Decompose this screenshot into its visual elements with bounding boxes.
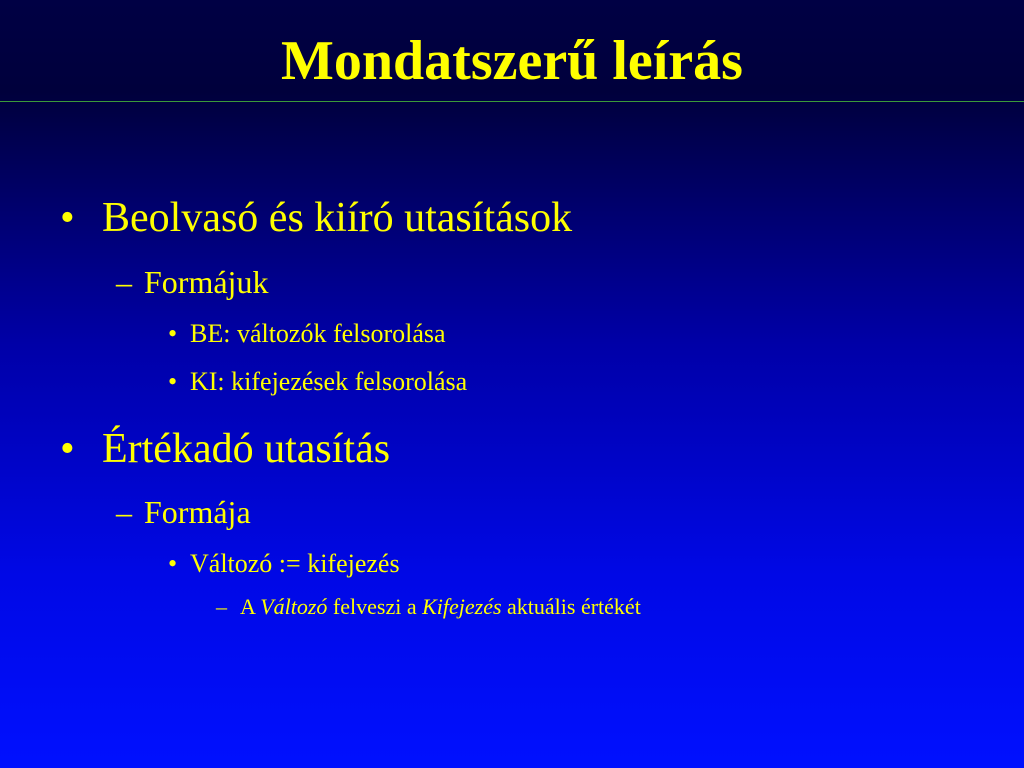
text-part: aktuális értékét (501, 594, 641, 619)
bullet-text: Értékadó utasítás (102, 426, 391, 472)
bullet-text: Formájuk (144, 264, 269, 300)
text-part: A (240, 594, 261, 619)
bullet-text: Változó := kifejezés (190, 549, 400, 578)
dash-marker: – (116, 264, 132, 300)
bullet-marker: • (168, 549, 178, 578)
bullet-text: Beolvasó és kiíró utasítások (102, 195, 573, 241)
bullet-marker: • (168, 367, 178, 396)
bullet-text (240, 593, 641, 621)
text-part: felveszi a (327, 594, 423, 619)
bullet-text: Formája (144, 494, 251, 530)
slide-title: Mondatszerű leírás (281, 30, 743, 92)
bullet-marker: • (60, 426, 75, 472)
bullet-text: BE: változók felsorolása (190, 319, 446, 348)
italic-term: Kifejezés (422, 594, 502, 619)
italic-term: Változó (260, 594, 328, 619)
bullet-marker: • (168, 319, 178, 348)
dash-marker: – (216, 594, 227, 619)
bullet-text: KI: kifejezések felsorolása (190, 367, 468, 396)
bullet-marker: • (60, 195, 75, 241)
dash-marker: – (116, 494, 132, 530)
title-divider (0, 101, 1024, 102)
